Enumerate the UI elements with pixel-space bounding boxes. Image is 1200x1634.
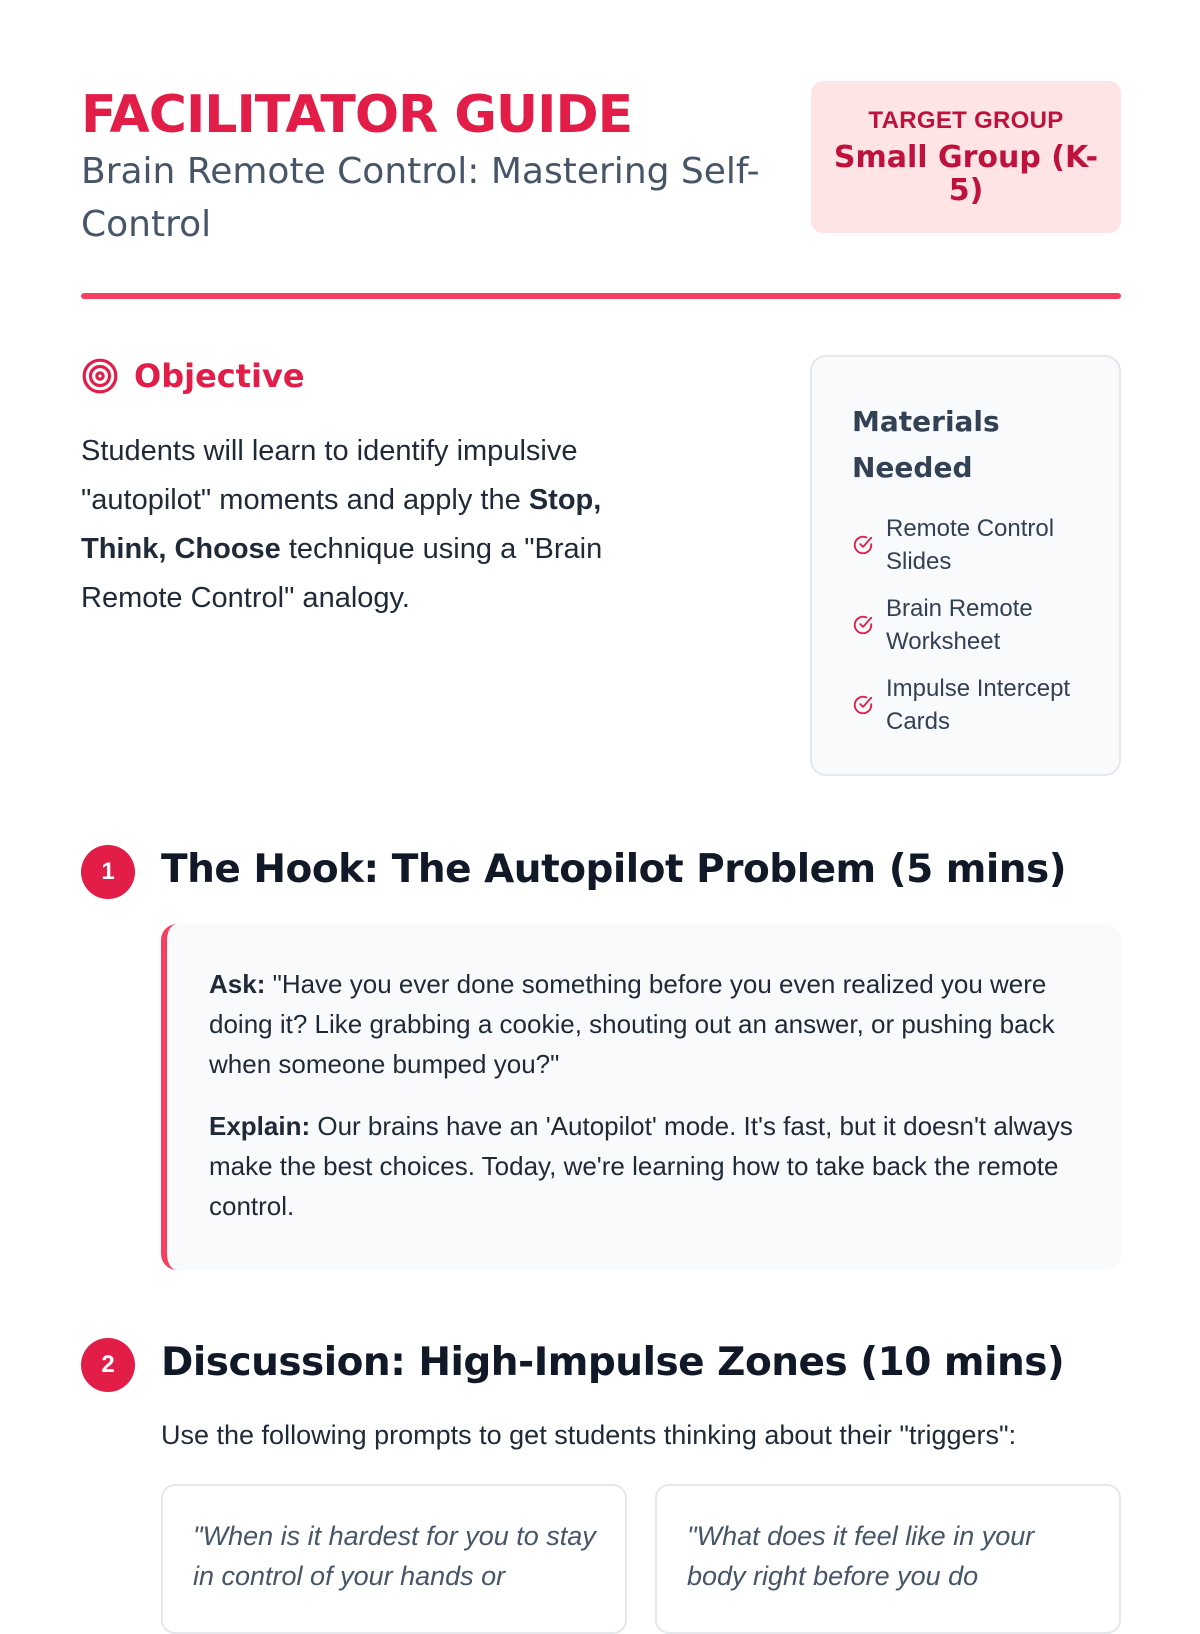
objective-text — [81, 427, 681, 623]
material-label: Impulse Intercept Cards — [886, 675, 1071, 735]
section-number-badge: 2 — [81, 1338, 135, 1392]
target-group-badge — [811, 81, 1121, 233]
list-item — [852, 592, 1102, 658]
explain-label: Explain: — [209, 1111, 311, 1141]
prompt-text: "When is it hardest for you to stay in control of your hands or — [193, 1521, 596, 1591]
check-circle-icon — [852, 694, 874, 716]
objective-text-part: Students will learn to identify impulsive "autopilot" moments and apply the — [81, 435, 578, 516]
objective-heading — [81, 357, 305, 395]
materials-title: Materials Needed — [852, 405, 1000, 484]
prompt-intro: Use the following prompts to get students thinking about their "triggers": — [161, 1420, 1017, 1450]
objective-technique: Stop, Think, Choose — [81, 484, 602, 565]
doc-subtitle: Brain Remote Control: Mastering Self-Control — [81, 151, 760, 245]
explain-paragraph — [209, 1106, 1081, 1226]
ask-text: "Have you ever done something before you even realized you were doing it? Like grabbing a cookie, shouting out an answer, or pushing back when someone bumped you?" — [209, 969, 1055, 1079]
target-group-label: TARGET GROUP — [868, 107, 1064, 134]
list-item — [852, 512, 1102, 578]
hook-callout — [161, 924, 1121, 1270]
ask-label: Ask: — [209, 969, 266, 999]
doc-title: FACILITATOR GUIDE — [81, 85, 633, 145]
prompt-text: "What does it feel like in your body right before you do — [687, 1521, 1035, 1591]
facilitator-guide-page — [81, 0, 1121, 1600]
section-heading: Discussion: High-Impulse Zones (10 mins) — [161, 1340, 1065, 1385]
objective-text-part: technique using a "Brain Remote Control" analogy. — [81, 533, 603, 614]
material-label: Remote Control Slides — [886, 515, 1055, 575]
prompt-card — [655, 1484, 1121, 1634]
prompt-card — [161, 1484, 627, 1634]
check-circle-icon — [852, 614, 874, 636]
section-number-badge: 1 — [81, 845, 135, 899]
materials-list — [852, 512, 1102, 752]
materials-card — [810, 355, 1121, 776]
header-divider — [81, 293, 1121, 299]
explain-text: Our brains have an 'Autopilot' mode. It's fast, but it doesn't always make the best choices. Today, we're learning how to take back the remote control. — [209, 1111, 1073, 1221]
target-group-value: Small Group (K-5) — [833, 140, 1099, 208]
list-item — [852, 672, 1102, 738]
target-icon — [81, 357, 119, 395]
section-heading: The Hook: The Autopilot Problem (5 mins) — [161, 847, 1067, 892]
objective-label: Objective — [134, 357, 305, 395]
material-label: Brain Remote Worksheet — [886, 595, 1033, 655]
check-circle-icon — [852, 534, 874, 556]
ask-paragraph — [209, 964, 1081, 1084]
